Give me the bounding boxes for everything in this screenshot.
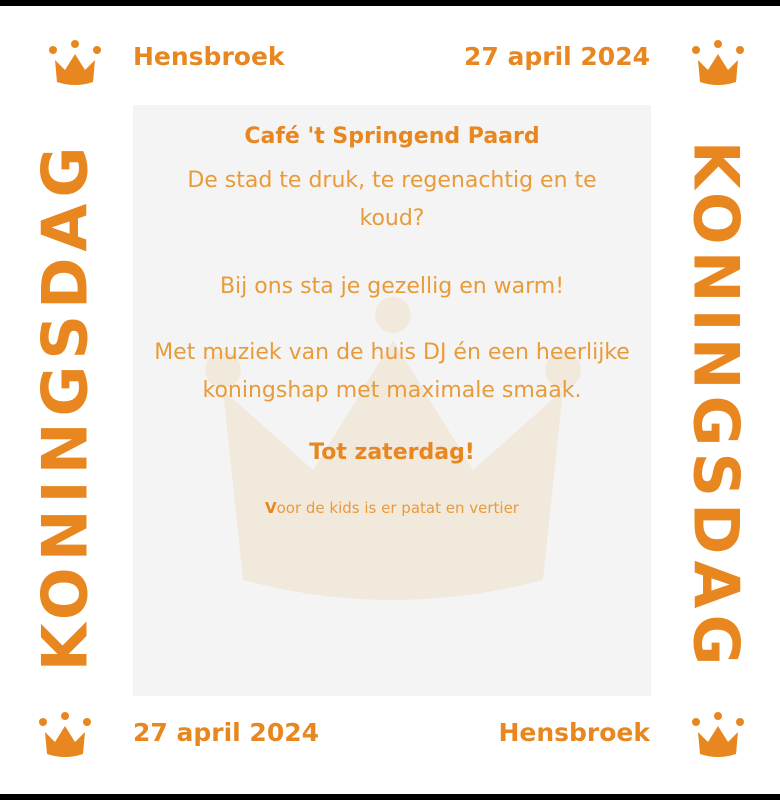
warm-paragraph: Bij ons sta je gezellig en warm! <box>219 274 565 299</box>
side-title-left <box>25 118 105 694</box>
crown-icon <box>688 38 748 92</box>
kids-note <box>133 499 651 517</box>
side-title-right <box>675 118 755 694</box>
content-panel <box>133 105 651 696</box>
top-date: 27 april 2024 <box>463 42 650 71</box>
side-title-text: KONINGSDAG <box>679 140 753 672</box>
venue-name: Café 't Springend Paard <box>244 124 540 149</box>
bottom-date: 27 april 2024 <box>133 718 320 747</box>
side-title-text: KONINGSDAG <box>28 140 102 672</box>
bottom-location: Hensbroek <box>498 718 650 747</box>
top-location: Hensbroek <box>133 42 285 71</box>
poster <box>0 6 780 794</box>
crown-icon <box>688 710 748 764</box>
music-paragraph: Met muziek van de huis DJ én een heerlijke koningshap met maximale smaak. <box>154 340 630 403</box>
intro-paragraph: De stad te druk, te regenachtig en te koud? <box>187 168 597 231</box>
closing-line: Tot zaterdag! <box>309 440 475 465</box>
kids-note-initial: V <box>265 499 277 517</box>
panel-text <box>133 105 651 517</box>
kids-note-text: oor de kids is er patat en vertier <box>276 499 519 517</box>
crown-icon <box>45 38 105 92</box>
crown-icon <box>35 710 95 764</box>
